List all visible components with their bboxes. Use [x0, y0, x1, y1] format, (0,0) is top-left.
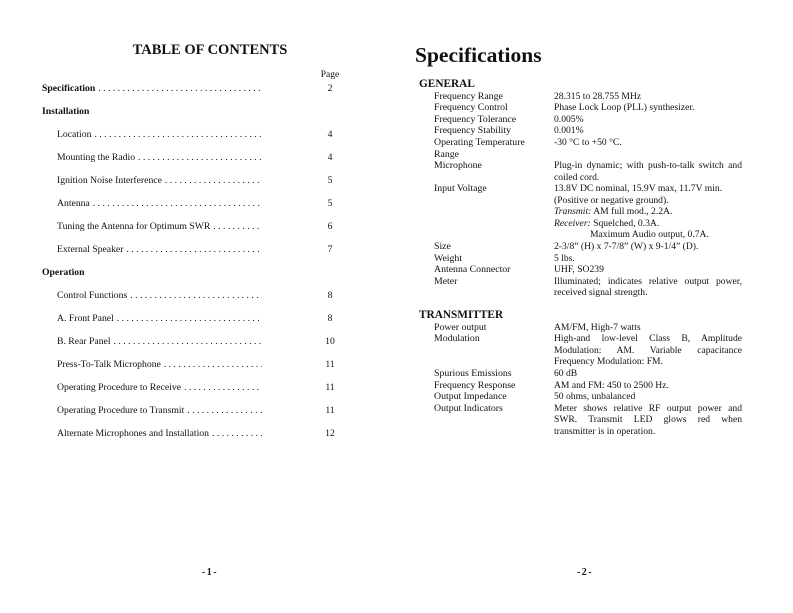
spec-value — [554, 183, 742, 241]
toc-entry-title: Mounting the Radio — [57, 151, 136, 163]
toc-entry-text — [57, 353, 262, 376]
spec-value — [554, 322, 742, 334]
spec-label: Frequency Stability — [434, 125, 512, 137]
spec-value-line — [554, 183, 742, 195]
spec-value-line: UHF, SO239 — [554, 264, 604, 276]
spec-value-text: 13.8V DC nominal, 15.9V max, 11.7V min. — [554, 183, 723, 195]
spec-value — [554, 125, 742, 137]
toc-entry-page: 4 — [327, 151, 333, 163]
spec-value — [554, 333, 742, 368]
spec-row — [434, 253, 749, 265]
toc-entry-title: Location — [57, 128, 92, 140]
toc-dot-leader — [212, 422, 262, 445]
spec-row — [434, 368, 749, 380]
toc-entry-title: Tuning the Antenna for Optimum SWR — [57, 220, 211, 232]
spec-value-line: Illuminated; indicates relative output power, — [554, 275, 742, 287]
spec-label: Range — [434, 148, 460, 160]
toc-entry — [42, 169, 342, 192]
toc-entry-text — [57, 284, 262, 307]
specs-title: Specifications — [415, 43, 542, 67]
toc-dot-leader — [184, 376, 262, 399]
spec-row — [434, 391, 749, 403]
toc-entry-title: Operating Procedure to Transmit — [57, 404, 185, 416]
toc-entry-title: A. Front Panel — [57, 312, 114, 324]
toc-dot-leader — [138, 146, 262, 169]
toc-entry — [42, 123, 342, 146]
spec-section-heading: GENERAL — [419, 78, 475, 91]
toc-dot-leader — [126, 238, 262, 261]
toc-entry — [42, 376, 342, 399]
spec-row — [434, 91, 749, 103]
toc-entry-page: 4 — [327, 128, 333, 140]
spec-value-line: 5 lbs. — [554, 252, 575, 264]
toc-entry-text — [57, 146, 262, 169]
spec-value-line: SWR. Transmit LED glows red when — [554, 414, 742, 426]
toc-dot-leader — [93, 192, 262, 215]
toc-section-heading — [42, 261, 342, 284]
spec-label: Frequency Range — [434, 90, 503, 102]
toc-dot-leader — [114, 330, 262, 353]
spec-value-line: 0.001% — [554, 125, 584, 137]
spec-row — [434, 149, 749, 161]
spec-row — [434, 403, 749, 438]
toc-entry-title: Installation — [42, 105, 90, 117]
spec-row — [434, 241, 749, 253]
toc-entry — [42, 77, 342, 100]
toc-entry-title: Alternate Microphones and Installation — [57, 427, 209, 439]
spec-label: Frequency Tolerance — [434, 113, 517, 125]
spec-value — [554, 380, 742, 392]
toc-entry-page: 11 — [325, 404, 335, 416]
spec-value-line — [554, 229, 742, 241]
spec-value-line: 28.315 to 28.755 MHz — [554, 90, 642, 102]
spec-row — [434, 102, 749, 114]
spec-value-line — [554, 218, 742, 230]
toc-entry-title: Operating Procedure to Receive — [57, 381, 182, 393]
spec-value-text: Maximum Audio output, 0.7A. — [590, 229, 709, 241]
toc-entry — [42, 284, 342, 307]
toc-entry-text — [57, 192, 262, 215]
toc-entry — [42, 399, 342, 422]
spec-value-line: -30 °C to +50 °C. — [554, 136, 622, 148]
toc-dot-leader — [165, 169, 262, 192]
spec-label: Size — [434, 240, 451, 252]
toc-list — [42, 77, 342, 445]
spec-label: Output Indicators — [434, 402, 503, 414]
spec-row — [434, 333, 749, 368]
spec-value — [554, 137, 742, 149]
toc-entry — [42, 215, 342, 238]
spec-value-line — [554, 206, 742, 218]
toc-entry-page: 2 — [327, 82, 333, 94]
spec-row — [434, 137, 749, 149]
toc-dot-leader — [213, 215, 262, 238]
spec-value — [554, 368, 742, 380]
toc-entry-title: B. Rear Panel — [57, 335, 111, 347]
spec-value-line: Frequency Modulation: FM. — [554, 356, 663, 368]
toc-entry-title: Antenna — [57, 197, 90, 209]
spec-value-line: Modulation: AM. Variable capacitance — [554, 344, 742, 356]
spec-value — [554, 114, 742, 126]
toc-entry-page: 12 — [325, 427, 335, 439]
spec-value — [554, 264, 742, 276]
spec-value-emphasis: Receiver: — [554, 217, 591, 229]
spec-row — [434, 264, 749, 276]
spec-value — [554, 403, 742, 438]
toc-entry-page: 5 — [327, 197, 333, 209]
toc-section-heading — [42, 100, 342, 123]
spec-value-line: transmitter is in operation. — [554, 425, 656, 437]
toc-entry-text — [57, 399, 262, 422]
spec-value-line: 60 dB — [554, 368, 578, 380]
toc-entry-page: 7 — [327, 243, 333, 255]
toc-entry — [42, 422, 342, 445]
toc-entry-page: 11 — [325, 358, 335, 370]
spec-label: Input Voltage — [434, 183, 487, 195]
spec-row — [434, 160, 749, 183]
spec-value-line: received signal strength. — [554, 287, 648, 299]
spec-label: Frequency Control — [434, 102, 508, 114]
spec-value-text: (Positive or negative ground). — [554, 194, 669, 206]
spec-value — [554, 391, 742, 403]
specs-body — [419, 79, 749, 437]
toc-entry-page: 5 — [327, 174, 333, 186]
spec-label: Antenna Connector — [434, 264, 511, 276]
spec-value-text: AM full mod., 2.2A. — [591, 206, 673, 218]
toc-entry-text — [57, 376, 262, 399]
toc-entry-title: Operation — [42, 266, 85, 278]
spec-value-line: AM/FM, High-7 watts — [554, 321, 641, 333]
toc-entry-page: 8 — [327, 312, 333, 324]
spec-row — [434, 125, 749, 137]
spec-label: Weight — [434, 252, 463, 264]
spec-label: Frequency Response — [434, 379, 516, 391]
spec-value-line: coiled cord. — [554, 171, 600, 183]
spec-value — [554, 253, 742, 265]
spec-value — [554, 160, 742, 183]
spec-value — [554, 102, 742, 114]
toc-dot-leader — [98, 77, 262, 100]
toc-entry — [42, 146, 342, 169]
toc-entry-text — [57, 238, 262, 261]
toc-entry-title: Control Functions — [57, 289, 128, 301]
toc-dot-leader — [94, 123, 262, 146]
toc-dot-leader — [164, 353, 262, 376]
spec-row — [434, 114, 749, 126]
spec-label: Microphone — [434, 160, 482, 172]
spec-label: Power output — [434, 321, 487, 333]
toc-title: TABLE OF CONTENTS — [132, 42, 288, 58]
spec-value-line: 2-3/8” (H) x 7-7/8” (W) x 9-1/4” (D). — [554, 240, 699, 252]
toc-entry — [42, 353, 342, 376]
spec-label: Modulation — [434, 333, 480, 345]
spec-value — [554, 91, 742, 103]
toc-entry-title: External Speaker — [57, 243, 124, 255]
spec-value — [554, 241, 742, 253]
toc-dot-leader — [187, 399, 262, 422]
toc-entry-title: Ignition Noise Interference — [57, 174, 162, 186]
spec-section-transmitter — [419, 310, 749, 437]
spec-value-text: Squelched, 0.3A. — [590, 217, 660, 229]
toc-entry-text — [42, 77, 262, 100]
toc-entry-text — [57, 215, 262, 238]
spec-label: Output Impedance — [434, 391, 507, 403]
page-number: -2- — [576, 567, 594, 578]
spec-value — [554, 276, 742, 299]
toc-entry — [42, 192, 342, 215]
spec-row — [434, 276, 749, 299]
toc-entry-page: 6 — [327, 220, 333, 232]
page-number: -1- — [201, 567, 219, 578]
spec-row — [434, 380, 749, 392]
toc-entry-text — [57, 307, 262, 330]
spec-label: Spurious Emissions — [434, 368, 512, 380]
toc-entry-text — [57, 330, 262, 353]
toc-entry-text — [57, 169, 262, 192]
spec-section-heading: TRANSMITTER — [419, 309, 504, 322]
spec-value-line: 0.005% — [554, 113, 584, 125]
toc-dot-leader — [117, 307, 262, 330]
toc-entry-title: Press-To-Talk Microphone — [57, 358, 161, 370]
toc-entry-text — [57, 123, 262, 146]
toc-entry-text — [57, 422, 262, 445]
spec-value-line: 50 ohms, unbalanced — [554, 391, 636, 403]
toc-entry — [42, 238, 342, 261]
spec-row — [434, 322, 749, 334]
spec-label: Meter — [434, 275, 458, 287]
toc-entry-page: 11 — [325, 381, 335, 393]
spec-value-line: High-and low-level Class B, Amplitude — [554, 333, 742, 345]
toc-dot-leader — [130, 284, 262, 307]
spec-value — [554, 149, 742, 161]
spec-value-line: Meter shows relative RF output power and — [554, 402, 742, 414]
spec-section-general — [419, 79, 749, 299]
toc-entry-page: 8 — [327, 289, 333, 301]
spec-value-emphasis: Transmit: — [554, 206, 592, 218]
toc-entry — [42, 330, 342, 353]
toc-entry-text — [42, 100, 262, 123]
toc-entry-title: Specification — [42, 82, 96, 94]
toc-entry-page: 10 — [325, 335, 335, 347]
spec-label: Operating Temperature — [434, 136, 525, 148]
toc-page-column-heading: Page — [320, 70, 340, 80]
spec-value-line: AM and FM: 450 to 2500 Hz. — [554, 379, 669, 391]
spec-row — [434, 183, 749, 241]
spec-value-line: Phase Lock Loop (PLL) synthesizer. — [554, 102, 695, 114]
toc-entry-text — [42, 261, 262, 284]
spec-value-line — [554, 195, 742, 207]
spec-value-line: Plug-in dynamic; with push-to-talk switch and — [554, 160, 742, 172]
toc-entry — [42, 307, 342, 330]
